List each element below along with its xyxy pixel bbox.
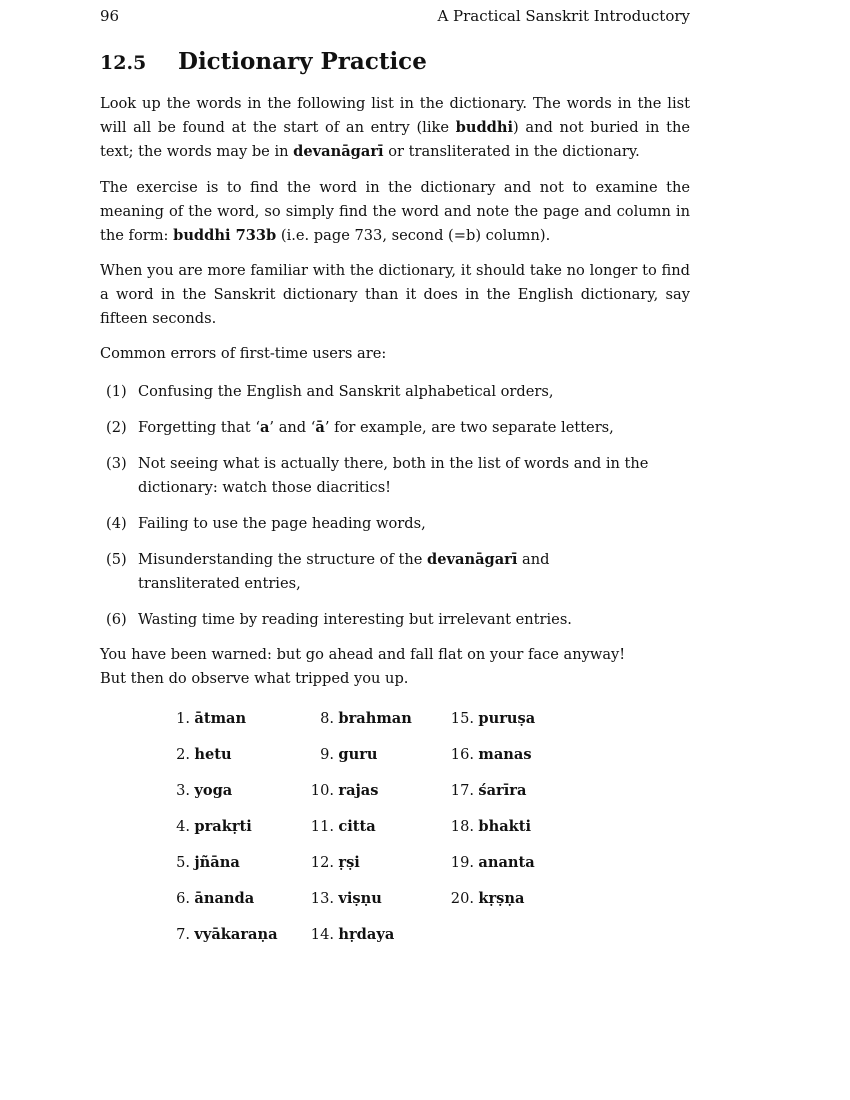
word-entry: [160, 815, 306, 839]
word-number: 12.: [310, 854, 334, 871]
text-run: and transliterated entries,: [138, 551, 550, 592]
list-item-text: Wasting time by reading interesting but irrelevant entries.: [138, 611, 572, 628]
word-entry: [444, 815, 584, 839]
closing-remark: [100, 643, 690, 691]
word-number: 16.: [450, 746, 474, 763]
list-item: [100, 608, 690, 632]
text-run: or transliterated in the dictionary.: [383, 143, 640, 160]
bold-term: devanāgarī: [427, 551, 518, 568]
list-item-number: (3): [106, 455, 127, 472]
word-entry: [306, 707, 444, 731]
word-entry: [160, 707, 306, 731]
word-entry: [160, 779, 306, 803]
word-number: 13.: [310, 890, 334, 907]
word-entry: [160, 743, 306, 767]
word-number: 8.: [320, 710, 334, 727]
word-number: 18.: [450, 818, 474, 835]
word-entry: [160, 923, 306, 947]
word-entry: [444, 887, 584, 911]
list-item: [100, 512, 690, 536]
bold-term: a: [259, 419, 270, 436]
word-number: 15.: [450, 710, 474, 727]
word-number: 17.: [450, 782, 474, 799]
word-text: hetu: [194, 746, 232, 763]
word-text: brahman: [338, 710, 412, 727]
word-number: 20.: [450, 890, 474, 907]
closing-line-1: You have been warned: but go ahead and fall flat on your face anyway!: [100, 646, 626, 663]
word-entry: [444, 779, 584, 803]
list-item: [100, 380, 690, 404]
bold-term: devanāgarī: [293, 143, 384, 160]
word-entry: [306, 743, 444, 767]
word-entry: [160, 887, 306, 911]
word-number: 10.: [310, 782, 334, 799]
section-title: Dictionary Practice: [178, 48, 427, 75]
bold-term: buddhi 733b: [173, 227, 277, 244]
word-text: viṣṇu: [338, 890, 382, 907]
word-number: 14.: [310, 926, 334, 943]
word-entry: [160, 851, 306, 875]
list-item-text: Failing to use the page heading words,: [138, 515, 426, 532]
word-text: śarīra: [478, 782, 527, 799]
word-text: ṛṣi: [338, 854, 360, 871]
word-entry: [306, 851, 444, 875]
word-entry: [444, 707, 584, 731]
word-text: bhakti: [478, 818, 532, 835]
word-entry: [306, 923, 444, 947]
list-item: [100, 452, 690, 500]
word-text: yoga: [194, 782, 233, 799]
page-number: 96: [100, 7, 120, 25]
list-item-number: (1): [106, 383, 127, 400]
list-item-number: (4): [106, 515, 127, 532]
word-entry: [444, 851, 584, 875]
word-text: vyākaraṇa: [194, 926, 278, 943]
word-text: ananta: [478, 854, 535, 871]
word-entry: [306, 887, 444, 911]
text-run: The exercise is to find the word in the dictionary and not to examine the meaning of the word, so simply find the word and note the page and column in the form:: [100, 179, 690, 244]
list-item-text: Confusing the English and Sanskrit alphabetical orders,: [138, 383, 554, 400]
word-text: hṛdaya: [338, 926, 395, 943]
paragraph-familiarity: When you are more familiar with the dictionary, it should take no longer to find a word in the Sanskrit dictionary than it does in the English dictionary, say fifteen seconds.: [100, 262, 690, 327]
error-list: [100, 380, 690, 644]
paragraph-instructions: [100, 92, 690, 164]
section-heading: [100, 48, 427, 75]
bold-term: ā: [315, 419, 325, 436]
word-text: citta: [338, 818, 376, 835]
word-text: kṛṣṇa: [478, 890, 525, 907]
word-text: prakṛti: [194, 818, 252, 835]
word-number: 3.: [176, 782, 190, 799]
word-text: rajas: [338, 782, 379, 799]
word-entry: [444, 743, 584, 767]
list-item: [100, 416, 690, 440]
word-number: 9.: [320, 746, 334, 763]
text-run: Misunderstanding the structure of the: [138, 551, 428, 568]
word-text: manas: [478, 746, 532, 763]
list-item-number: (2): [106, 419, 127, 436]
list-item-text: Not seeing what is actually there, both in the list of words and in the dictionary: watch those diacritics!: [138, 455, 649, 496]
word-number: 4.: [176, 818, 190, 835]
text-run: ) and not buried in the text; the words may be in: [100, 119, 690, 160]
word-number: 1.: [176, 710, 190, 727]
word-list: [160, 707, 584, 947]
list-item-text: [138, 548, 690, 596]
book-title: A Practical Sanskrit Introductory: [437, 7, 690, 25]
running-head: [100, 6, 690, 26]
word-number: 11.: [310, 818, 334, 835]
word-number: 7.: [176, 926, 190, 943]
word-entry: [306, 779, 444, 803]
list-item-text: [138, 416, 690, 440]
text-run: Forgetting that ‘: [138, 419, 260, 436]
text-run: (i.e. page 733, second (=b) column).: [276, 227, 551, 244]
list-item-number: (6): [106, 611, 127, 628]
word-number: 5.: [176, 854, 190, 871]
paragraph-exercise: [100, 176, 690, 248]
word-entry: [306, 815, 444, 839]
word-number: 6.: [176, 890, 190, 907]
word-text: ātman: [194, 710, 247, 727]
word-text: puruṣa: [478, 710, 536, 727]
text-run: ’ and ‘: [269, 419, 316, 436]
paragraph-errors-intro: Common errors of first-time users are:: [100, 345, 387, 362]
bold-term: buddhi: [455, 119, 514, 136]
section-number: 12.5: [100, 52, 147, 74]
text-run: Look up the words in the following list in the dictionary. The words in the list will all be found at the start of an entry (like: [100, 95, 690, 136]
list-item: [100, 548, 690, 596]
word-text: guru: [338, 746, 378, 763]
word-text: ānanda: [194, 890, 255, 907]
closing-line-2: But then do observe what tripped you up.: [100, 670, 409, 687]
text-run: ’ for example, are two separate letters,: [324, 419, 614, 436]
word-text: jñāna: [194, 854, 240, 871]
word-number: 2.: [176, 746, 190, 763]
list-item-number: (5): [106, 551, 127, 568]
word-number: 19.: [450, 854, 474, 871]
